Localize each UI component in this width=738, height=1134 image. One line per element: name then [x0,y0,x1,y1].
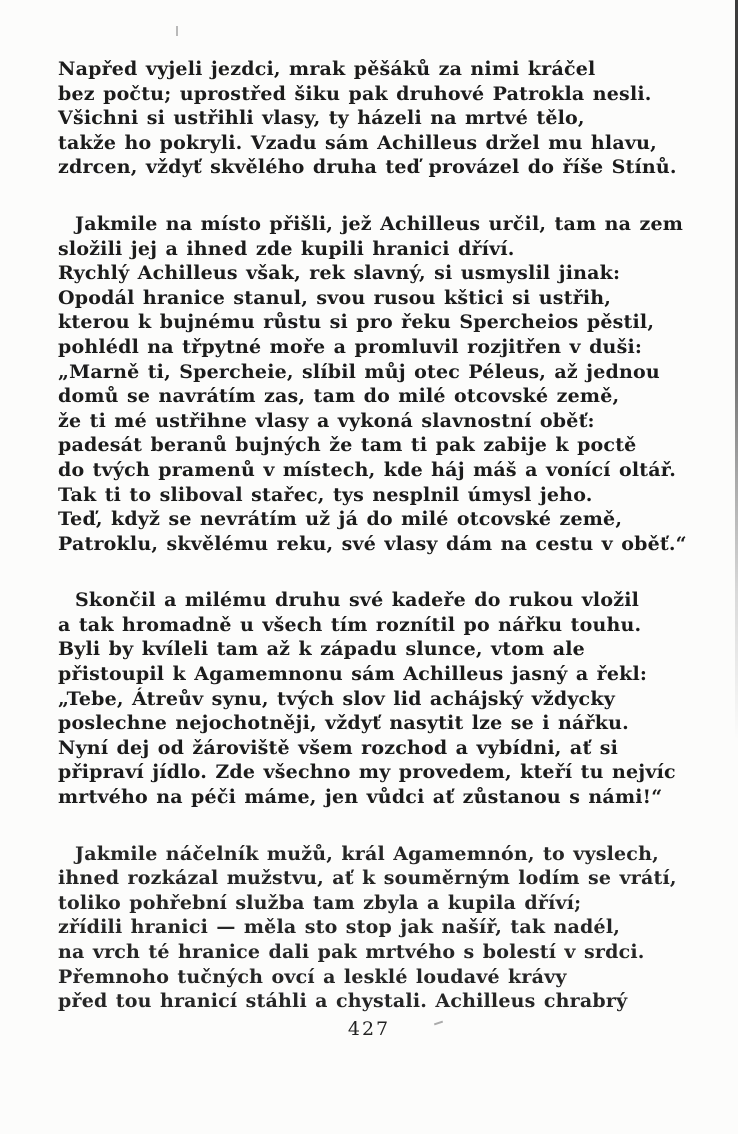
verse-line: Jakmile na místo přišli, jež Achilleus určil, tam na zem [75,212,684,235]
verse-line: do tvých pramenů v místech, kde háj máš a vonící oltář. [58,458,677,481]
verse-line: mrtvého na péči máme, jen vůdci ať zůstanou s námi!“ [58,786,663,809]
verse-line: poslechne nejochotněji, vždyť nasytit lze se i nářku. [58,712,629,735]
verse-line: že ti mé ustřihne vlasy a vykoná slavnostní oběť: [58,409,595,432]
verse-line: kterou k bujnému růstu si pro řeku Spercheios pěstil, [58,311,655,334]
verse-line: Opodál hranice stanul, svou rusou kštici si ustřih, [58,286,612,309]
verse-line: Napřed vyjeli jezdci, mrak pěšáků za nimi kráčel [58,58,596,80]
page-number: 427 [347,1018,391,1040]
verse-line: takže ho pokryli. Vzadu sám Achilleus držel mu hlavu, [58,131,657,154]
verse-line: a tak hromadně u všech tím roznítil po nářku touhu. [58,613,642,636]
verse-line: ihned rozkázal mužstvu, ať k souměrným lodím se vrátí, [58,867,677,890]
verse-line: padesát beranů bujných že tam ti pak zabije k poctě [58,434,637,457]
verse-line: zdrcen, vždyť skvělého druha teď provázel do říše Stínů. [58,156,677,179]
paragraph [58,588,683,809]
verse-line: toliko pohřební služba tam zbyla a kupila dříví; [58,891,582,914]
verse-line: bez počtu; uprostřed šiku pak druhové Patrokla nesli. [58,82,652,105]
verse-line: zřídili hranici — měla sto stop jak našíř, tak nadél, [58,916,621,939]
verse-line: Patroklu, skvělému reku, své vlasy dám na cestu v oběť.“ [58,532,687,555]
verse-line: Rychlý Achilleus však, rek slavný, si usmyslil jinak: [58,262,621,285]
verse-line: Byli by kvíleli tam až k západu slunce, vtom ale [58,638,585,661]
verse-line: Nyní dej od žároviště všem rozchod a vybídni, ať si [58,736,619,759]
verse-line: na vrch té hranice dali pak mrtvého s bolestí v srdci. [58,941,645,963]
verse-line: Přemnoho tučných ovcí a lesklé loudavé krávy [58,965,567,988]
verse-line: Všichni si ustřihli vlasy, ty házeli na mrtvé tělo, [58,107,585,130]
scan-speck [176,26,178,36]
verse-line: Tak ti to sliboval stařec, tys nesplnil úmysl jeho. [58,483,593,506]
verse-line: před tou hranicí stáhli a chystali. Achilleus chrabrý [58,990,628,1013]
verse-line: přistoupil k Agamemnonu sám Achilleus jasný a řekl: [58,663,648,686]
poem-text [58,57,687,1014]
verse-line: připraví jídlo. Zde všechno my provedem, kteří tu nejvíc [58,761,676,784]
paragraph [58,842,683,1014]
verse-line: domů se navrátím zas, tam do milé otcovské země, [58,385,620,408]
verse-line: složili jej a ihned zde kupili hranici dříví. [58,237,515,260]
verse-line: pohlédl na třpytné moře a promluvil rozjitřen v duši: [58,335,643,358]
paragraph [58,212,687,556]
paragraph [58,57,683,180]
verse-line: Jakmile náčelník mužů, král Agamemnón, to vyslech, [75,842,659,865]
verse-line: „Marně ti, Spercheie, slíbil můj otec Péleus, až jednou [58,360,660,383]
verse-line: Skončil a milému druhu své kadeře do rukou vložil [75,589,640,612]
verse-line: „Tebe, Átreův synu, tvých slov lid achájský vždycky [58,687,615,710]
verse-line: Teď, když se nevrátím už já do milé otcovské země, [58,508,623,531]
